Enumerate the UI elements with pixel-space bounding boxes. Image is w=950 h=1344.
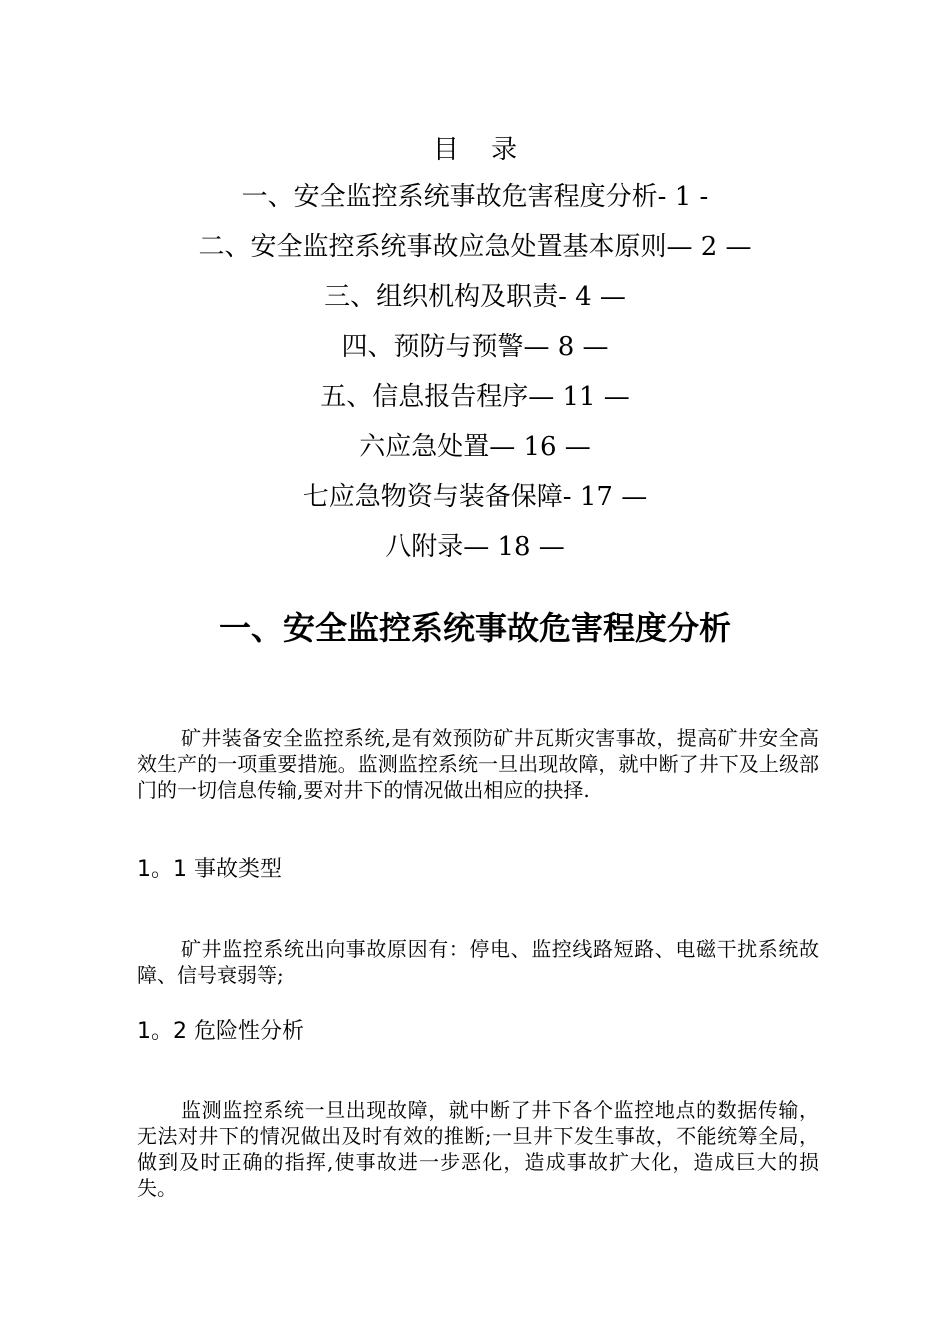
toc-title: 目 录 bbox=[432, 135, 530, 165]
toc-entry-6[interactable]: 六应急处置— 16 — bbox=[359, 432, 591, 462]
toc-entry-4[interactable]: 四、预防与预警— 8 — bbox=[341, 332, 609, 362]
section-heading: 一、安全监控系统事故危害程度分析 bbox=[218, 609, 731, 647]
accident-types-paragraph: 矿井监控系统出向事故原因有：停电、监控线路短路、电磁干扰系统故障、信号衰弱等; bbox=[137, 937, 819, 987]
risk-analysis-paragraph: 监测监控系统一旦出现故障，就中断了井下各个监控地点的数据传输，无法对井下的情况做出及时有效的推断;一旦井下发生事故，不能统筹全局，做到及时正确的指挥,使事故进一步恶化，造成事故扩大化，造成巨大的损失。 bbox=[137, 1098, 819, 1200]
table-of-contents bbox=[0, 128, 950, 572]
toc-entry-2[interactable]: 二、安全监控系统事故应急处置基本原则— 2 — bbox=[198, 232, 752, 262]
toc-entry-3[interactable]: 三、组织机构及职责- 4 — bbox=[324, 282, 626, 312]
toc-entry-8[interactable]: 八附录— 18 — bbox=[385, 532, 565, 562]
toc-entry-1[interactable]: 一、安全监控系统事故危害程度分析- 1 - bbox=[241, 182, 709, 212]
subsection-heading-accident-types: 1。1 事故类型 bbox=[137, 857, 282, 882]
toc-entry-5[interactable]: 五、信息报告程序— 11 — bbox=[320, 382, 630, 412]
toc-entry-7[interactable]: 七应急物资与装备保障- 17 — bbox=[302, 482, 648, 512]
intro-paragraph: 矿井装备安全监控系统,是有效预防矿井瓦斯灾害事故，提高矿井安全高效生产的一项重要措施。监测监控系统一旦出现故障，就中断了井下及上级部门的一切信息传输,要对井下的情况做出相应的抉择. bbox=[137, 726, 819, 802]
subsection-heading-risk-analysis: 1。2 危险性分析 bbox=[137, 1019, 304, 1044]
